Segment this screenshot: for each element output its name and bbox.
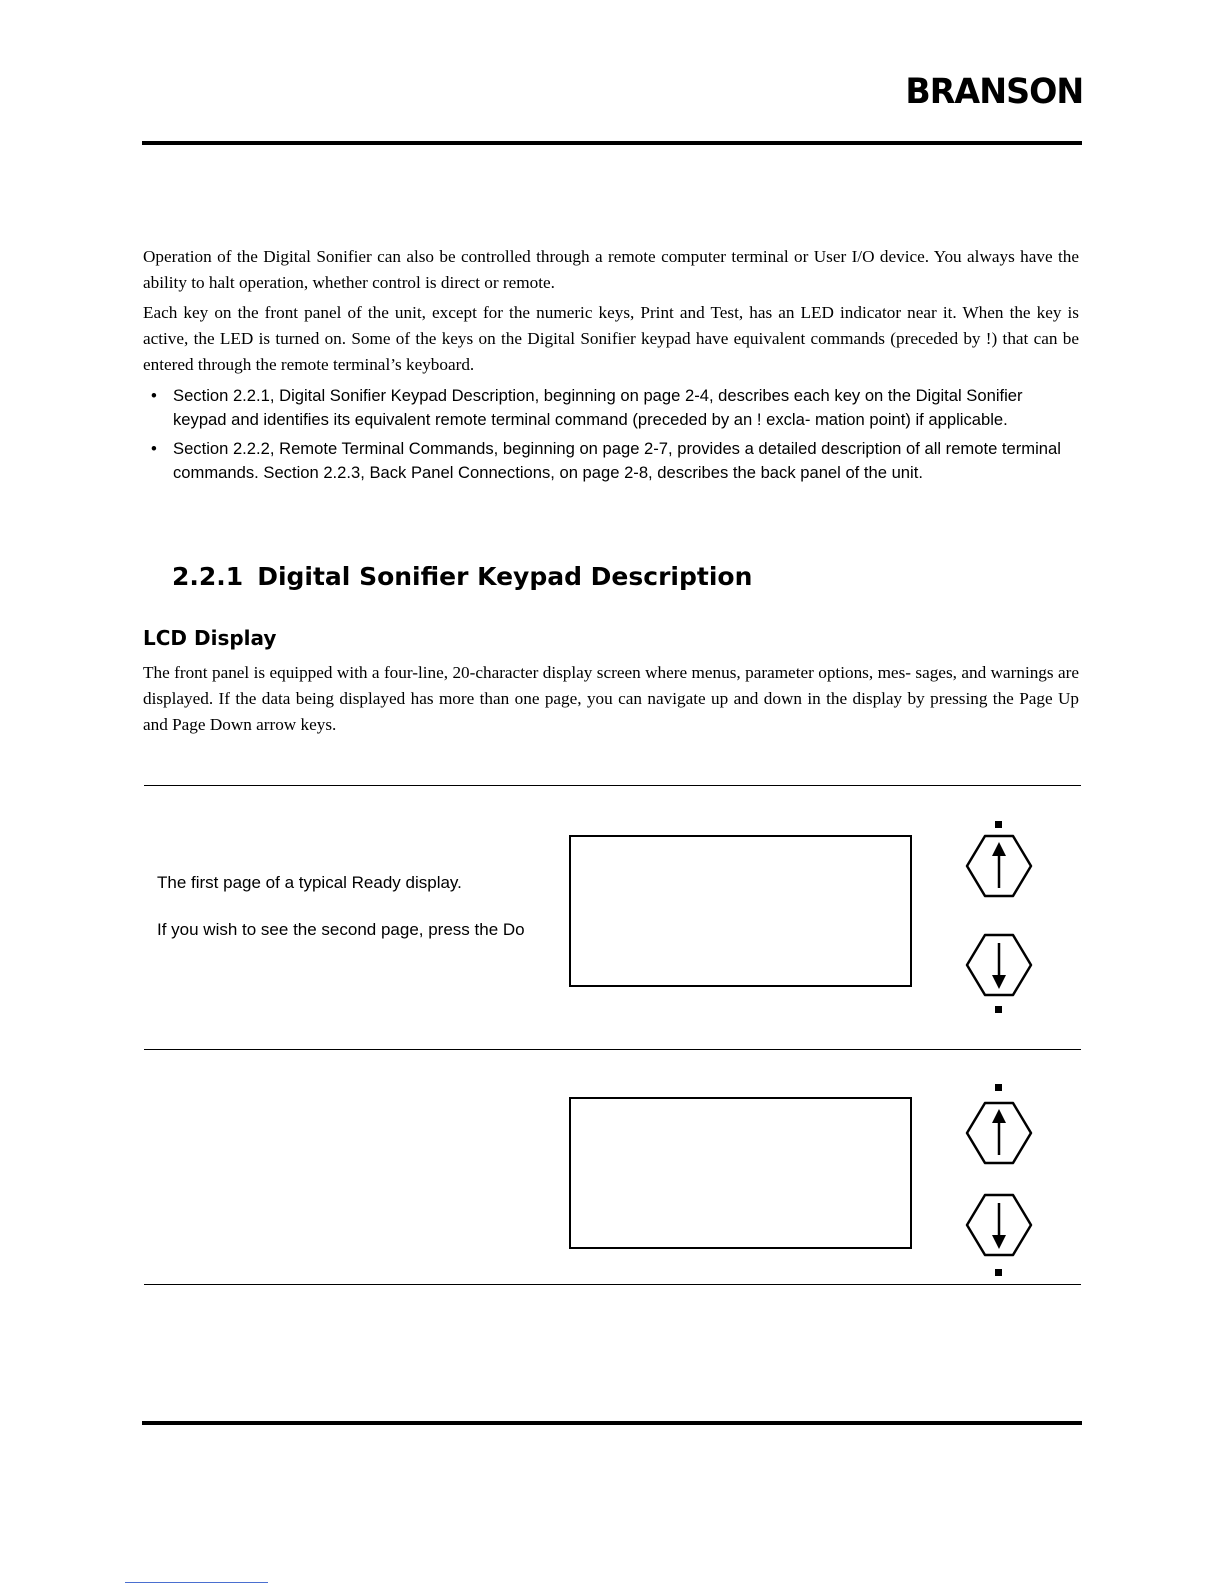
lcd-display-description: The front panel is equipped with a four-line, 20-character display screen where menus, parameter options, mes- sages, and warnings are displayed. If the data being displayed has more than one page, you can navigate up and down in the display by pressing the Page Up and Page Down arrow keys. [143,663,1079,734]
table-rule-middle [144,1049,1081,1050]
intro-paragraph-2: Each key on the front panel of the unit, except for the numeric keys, Print and Test, has an LED indicator near it. When the key is active, the LED is turned on. Some of the keys on the Digital Sonifier keypad have equivalent commands (preceded by !) that can be entered through the remote terminal’s keyboard. [143,303,1079,374]
section-heading [172,562,752,591]
bullet-list [151,384,1079,490]
bullet-dot: • [151,386,157,405]
footer-rule [142,1421,1082,1425]
bullet-text: Section 2.2.1, Digital Sonifier Keypad Description, beginning on page 2-4, describes each key on the Digital Sonifier keypad and identifies its equivalent remote terminal command (preceded by an ! excla- mation point) if applicable. [173,386,1023,429]
second-page-caption: If you wish to see the second page, press the Do [157,920,525,939]
intro-paragraph-1: Operation of the Digital Sonifier can also be controlled through a remote computer terminal or User I/O device. You always have the ability to halt operation, whether control is direct or remote. [143,247,1079,292]
page-down-arrow-key-icon[interactable] [963,929,1035,1001]
bullet-dot: • [151,439,157,458]
page-up-arrow-key-icon[interactable] [963,1097,1035,1169]
list-item [151,437,1079,485]
section-number: 2.2.1 [172,562,244,591]
section-title: Digital Sonifier Keypad Description [257,562,753,591]
lcd-screen-box [569,1097,912,1249]
list-item [151,384,1079,432]
branson-logo: BRANSON [905,72,1083,112]
led-indicator-icon [995,821,1002,828]
page-up-arrow-key-icon[interactable] [963,830,1035,902]
table-rule-top [144,785,1081,786]
led-indicator-icon [995,1269,1002,1276]
footer-link-underline [125,1582,268,1583]
header-rule [142,141,1082,145]
table-rule-bottom [144,1284,1081,1285]
bullet-text: Section 2.2.2, Remote Terminal Commands, beginning on page 2-7, provides a detailed description of all remote terminal commands. Section 2.2.3, Back Panel Connections, on page 2-8, describes the back panel of the unit. [173,439,1061,482]
ready-display-caption: The first page of a typical Ready display. [157,873,462,892]
led-indicator-icon [995,1084,1002,1091]
led-indicator-icon [995,1006,1002,1013]
page-down-arrow-key-icon[interactable] [963,1189,1035,1261]
lcd-screen-box [569,835,912,987]
lcd-display-heading: LCD Display [143,626,277,650]
